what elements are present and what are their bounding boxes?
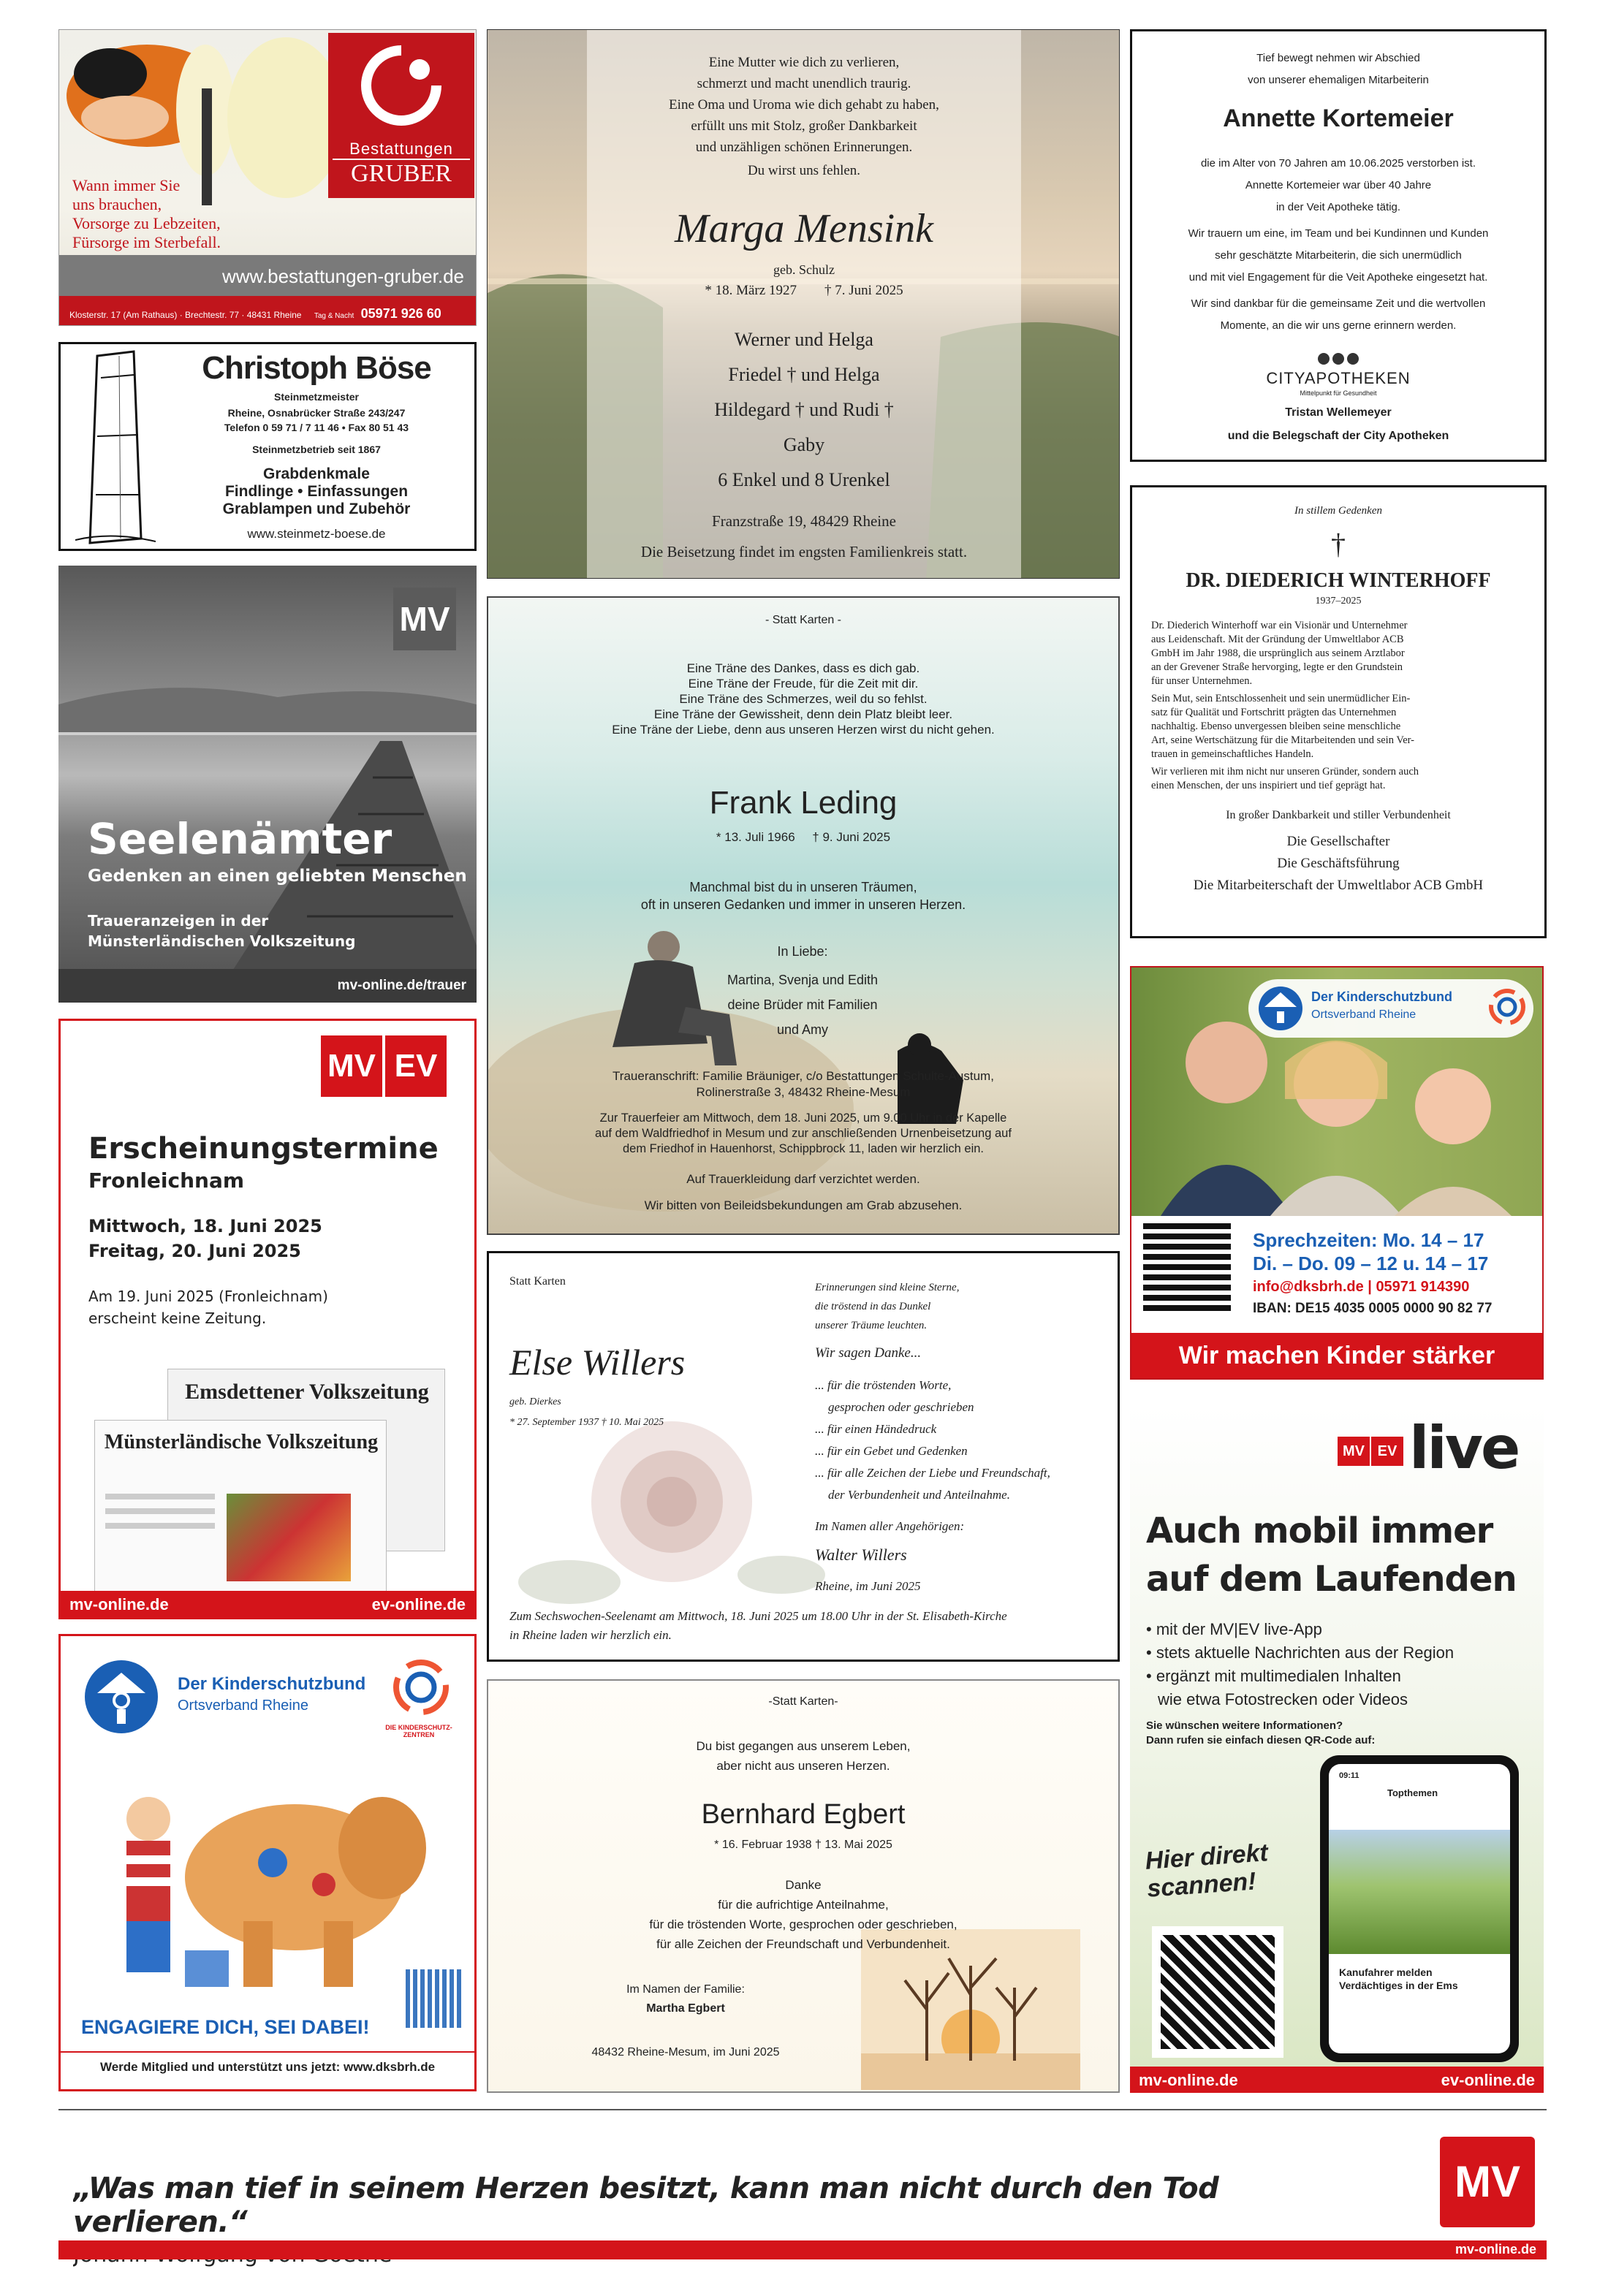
mv-logo: MV — [1338, 1437, 1370, 1466]
winter-intro: In stillem Gedenken — [1294, 505, 1382, 517]
kinder-footer: Werde Mitglied und unterstützt uns jetzt: www.dksbrh.de — [99, 2060, 436, 2074]
winter-sign — [1132, 831, 1544, 897]
cross-icon: † — [1331, 528, 1346, 560]
text-line: in der Veit Apotheke tätig. — [1275, 201, 1401, 213]
ersch-footer — [61, 1591, 474, 1617]
service-item: Grablampen und Zubehör — [222, 501, 411, 517]
willers-on-behalf: Im Namen aller Angehörigen: — [815, 1519, 965, 1533]
org-name: Der Kinderschutzbund — [1311, 989, 1453, 1004]
gruber-brand-top: Bestattungen — [349, 140, 453, 158]
mv-logo: MV — [393, 588, 456, 650]
egbert-poem — [488, 1736, 1118, 1776]
mv-ev-live-ad — [1130, 1404, 1544, 2093]
winter-years: 1937–2025 — [1315, 596, 1362, 607]
org-name: Der Kinderschutzbund — [178, 1674, 366, 1694]
boese-since: Steinmetzbetrieb seit 1867 — [252, 444, 381, 455]
leding-address — [488, 1068, 1118, 1101]
poem-line: Eine Träne des Dankes, dass es dich gab. — [686, 661, 920, 675]
text-line: trauen in gemeinschaftliches Handeln. — [1151, 748, 1314, 760]
service-line: in Rheine laden wir herzlich ein. — [509, 1628, 672, 1642]
contact-panel — [1131, 1216, 1542, 1333]
mv-url[interactable]: mv-online.de — [69, 1595, 169, 1613]
leding-family — [642, 968, 963, 1042]
address-line: Traueranschrift: Familie Bräuniger, c/o Bestattungen Schulte-Austum, — [613, 1069, 994, 1083]
egbert-place: 48432 Rheine-Mesum, im Juni 2025 — [591, 2046, 780, 2059]
tagline-line: Wann immer Sie — [72, 176, 181, 194]
hours-line: Di. – Do. 09 – 12 u. 14 – 17 — [1253, 1252, 1489, 1274]
text-line: Wir sind dankbar für die gemeinsame Zeit und die wertvollen — [1191, 297, 1486, 310]
leding-name: Frank Leding — [709, 785, 898, 821]
tagline-line: Fürsorge im Sterbefall. — [72, 233, 221, 251]
live-bullets: • mit der MV|EV live-App • stets aktuelle Nachrichten aus der Region • ergänzt mit multimedialen Inhalten wie etwa Fotostrecken oder Videos — [1146, 1618, 1454, 1711]
cityapotheken-logo: CITYAPOTHEKEN — [1266, 369, 1411, 387]
footer-red-bar — [58, 2240, 1547, 2259]
iban-line: IBAN: DE15 4035 0005 0000 90 82 77 — [1253, 1301, 1493, 1316]
bullet-line: wie etwa Fotostrecken oder Videos — [1158, 1690, 1408, 1708]
willers-thanks: Wir sagen Danke... — [815, 1345, 922, 1361]
live-question — [1146, 1719, 1375, 1748]
text-line: Art, seine Wertschätzung für die Mitarbeitenden und sein Ver- — [1151, 734, 1414, 746]
family-line: Werner und Helga — [735, 329, 873, 350]
kinderschutzzentren-icon — [1487, 987, 1528, 1027]
text-line: nachhaltig. Ebenso unvergessen bleiben seine menschliche — [1151, 721, 1401, 732]
text-line: GmbH im Jahr 1988, die ursprünglich aus seinem Arztlabor — [1151, 647, 1405, 659]
service-line: Zur Trauerfeier am Mittwoch, dem 18. Juni 2025, um 9.00 Uhr in der Kapelle — [599, 1111, 1007, 1125]
ersch-subtitle: Fronleichnam — [88, 1168, 245, 1193]
family-line: und Amy — [776, 1022, 829, 1037]
text-line: Wir trauern um eine, im Team und bei Kundinnen und Kunden — [1188, 227, 1489, 240]
text-line: und mit viel Engagement für die Veit Apotheke eingesetzt hat. — [1188, 271, 1488, 284]
headline-line: Auch mobil immer — [1146, 1510, 1493, 1551]
sign-line: Die Mitarbeiterschaft der Umweltlabor ACB GmbH — [1193, 878, 1484, 893]
text-line: Sein Mut, sein Entschlossenheit und sein unermüdlicher Ein- — [1151, 693, 1411, 704]
gruber-brand-name: GRUBER — [333, 159, 470, 188]
seelen-text-line: Münsterländischen Volkszeitung — [88, 932, 356, 950]
leding-poem — [488, 661, 1118, 737]
family-line: Gaby — [783, 434, 825, 455]
center-name: DIE KINDERSCHUTZ-ZENTREN — [385, 1724, 452, 1738]
boese-url[interactable]: www.steinmetz-boese.de — [247, 527, 386, 541]
boese-services — [163, 465, 470, 518]
scan-line: scannen! — [1146, 1867, 1257, 1903]
dream-line: oft in unseren Gedanken und immer in unseren Herzen. — [640, 897, 966, 912]
gruber-address — [59, 296, 476, 326]
winter-thanks: In großer Dankbarkeit und stiller Verbundenheit — [1226, 809, 1451, 821]
mensink-text-panel — [587, 30, 1021, 579]
org-branch: Ortsverband Rheine — [178, 1698, 308, 1714]
item-line: ... für ein Gebet und Gedenken — [815, 1444, 968, 1458]
seelen-subtitle: Gedenken an einen geliebten Menschen — [88, 867, 467, 886]
poem-line: Du bist gegangen aus unserem Leben, — [696, 1739, 911, 1753]
service-item: Grabdenkmale — [263, 465, 370, 482]
sign-line: Die Geschäftsführung — [1277, 856, 1400, 871]
family-line: Martina, Svenja und Edith — [727, 973, 879, 987]
item-line: der Verbundenheit und Anteilnahme. — [828, 1488, 1010, 1502]
scan-line: Hier direkt — [1144, 1839, 1269, 1875]
kinder-slogan: Wir machen Kinder stärker — [1131, 1333, 1542, 1378]
leding-request: Wir bitten von Beileidsbekundungen am Grab abzusehen. — [644, 1198, 963, 1212]
seelen-title: Seelenämter — [88, 814, 392, 864]
phone-tab: Topthemen — [1387, 1787, 1438, 1798]
gruber-tagline — [72, 176, 292, 252]
date-line: Mittwoch, 18. Juni 2025 — [88, 1216, 322, 1236]
willers-name: Else Willers — [509, 1342, 686, 1383]
gruber-mark-icon — [357, 42, 445, 129]
poem-line: aber nicht aus unseren Herzen. — [716, 1759, 890, 1773]
contact-line[interactable]: info@dksbrh.de | 05971 914390 — [1253, 1279, 1470, 1295]
poem-line: Eine Träne der Freude, für die Zeit mit dir. — [688, 677, 919, 691]
live-footer — [1130, 2067, 1544, 2093]
bullet-line: mit der MV|EV live-App — [1156, 1620, 1322, 1638]
ersch-dates — [88, 1214, 322, 1263]
sign-line: und die Belegschaft der City Apotheken — [1227, 430, 1449, 442]
leding-head: - Statt Karten - — [765, 614, 842, 626]
item-line: ... für alle Zeichen der Liebe und Freundschaft, — [815, 1466, 1050, 1480]
poem-line: Erinnerungen sind kleine Sterne, — [815, 1282, 960, 1293]
note-line: erscheint keine Zeitung. — [88, 1309, 267, 1327]
question-line: Sie wünschen weitere Informationen? — [1146, 1719, 1343, 1732]
address-line: Rolinerstraße 3, 48432 Rheine-Mesum — [696, 1085, 911, 1099]
text-line: Wir verlieren mit ihm nicht nur unseren Gründer, sondern auch — [1151, 766, 1419, 778]
stone-column-image — [75, 349, 156, 546]
family-photo — [1131, 968, 1542, 1216]
phone-photo — [1329, 1830, 1510, 1954]
willers-items — [815, 1375, 1050, 1506]
egbert-name: Bernhard Egbert — [701, 1799, 906, 1830]
erscheinungstermine-ad — [58, 1019, 477, 1619]
leding-love: In Liebe: — [777, 944, 828, 959]
family-line: deine Brüder mit Familien — [727, 997, 878, 1012]
egbert-thanks — [488, 1875, 1118, 1954]
poem-line: Eine Mutter wie dich zu verlieren, — [708, 55, 900, 70]
willers-dates: * 27. September 1937 † 10. Mai 2025 — [509, 1417, 664, 1428]
live-scan-hint — [1145, 1839, 1271, 1903]
family-line: Hildegard † und Rudi † — [714, 399, 894, 420]
korte-intro — [1132, 47, 1544, 91]
poem-line: die tröstend in das Dunkel — [815, 1301, 931, 1312]
boese-title: Steinmetzmeister — [274, 391, 359, 403]
mv-logo: MV — [321, 1035, 382, 1097]
phone-headline — [1339, 1966, 1458, 1992]
poem-line: Eine Oma und Uroma wie dich gehabt zu haben, — [669, 97, 939, 113]
mv-footer-logo — [1440, 2137, 1535, 2227]
obituary-willers — [487, 1251, 1120, 1662]
mv-url[interactable]: mv-online.de — [1139, 2071, 1238, 2089]
obituary-kortemeier — [1130, 29, 1547, 462]
mensink-poem — [587, 52, 1021, 158]
seelen-url[interactable]: mv-online.de/trauer — [58, 969, 477, 1003]
winter-p1 — [1151, 619, 1525, 688]
text-line: an der Grevener Straße hervorging, legte er den Grundstein — [1151, 661, 1403, 673]
thanks-line: für die tröstenden Worte, gesprochen oder geschrieben, — [649, 1917, 957, 1931]
poem-line: Eine Träne der Liebe, denn aus unseren Herzen wirst du nicht gehen. — [612, 723, 995, 737]
gruber-url[interactable]: www.bestattungen-gruber.de — [59, 255, 476, 296]
mensink-address: Franzstraße 19, 48429 Rheine — [712, 512, 896, 530]
poem-line: und unzähligen schönen Erinnerungen. — [695, 140, 913, 155]
boese-address: Rheine, Osnabrücker Straße 243/247 — [227, 407, 406, 419]
elephant-painting-illustration — [105, 1775, 426, 1994]
ersch-title: Erscheinungstermine — [88, 1132, 439, 1166]
date-line: Freitag, 20. Juni 2025 — [88, 1241, 301, 1261]
newspaper-mv — [94, 1420, 387, 1595]
ersch-note — [88, 1285, 328, 1329]
goethe-quote: „Was man tief in seinem Herzen besitzt, kann man nicht durch den Tod verlieren.“ — [73, 2172, 1219, 2239]
thanks-line: für alle Zeichen der Freundschaft und Verbundenheit. — [656, 1937, 950, 1951]
kinderschutz-logo-pill — [1248, 979, 1533, 1038]
sign-line: Die Gesellschafter — [1286, 834, 1390, 849]
willers-head: Statt Karten — [509, 1275, 566, 1288]
text-line: Dr. Diederich Winterhoff war ein Visionär und Unternehmer — [1151, 620, 1408, 631]
item-line: ... für einen Händedruck — [815, 1422, 937, 1436]
winter-p3 — [1151, 765, 1525, 793]
paper-title-ev: Emsdettener Volkszeitung — [185, 1380, 429, 1404]
smartphone-image — [1320, 1755, 1519, 2062]
poem-line: Eine Träne des Schmerzes, weil du so fehlst. — [679, 692, 928, 706]
thanks-line: für die aufrichtige Anteilnahme, — [718, 1898, 889, 1912]
mv-logo-text: MV — [1455, 2157, 1520, 2206]
gruber-ad — [58, 29, 477, 326]
service-line: Zum Sechswochen-Seelenamt am Mittwoch, 18. Juni 2025 um 18.00 Uhr in der St. Elisabeth-Kirche — [509, 1609, 1007, 1623]
tagline-line: Vorsorge zu Lebzeiten, — [72, 214, 221, 232]
kinder-slogan: ENGAGIERE DICH, SEI DABEI! — [81, 2016, 370, 2038]
service-item: Findlinge • Einfassungen — [224, 483, 409, 500]
poem-line: unserer Träume leuchten. — [815, 1320, 928, 1331]
headline-line: auf dem Laufenden — [1146, 1559, 1517, 1600]
willers-service — [509, 1607, 1007, 1645]
phone-time: 09:11 — [1339, 1771, 1359, 1780]
kinderschutzbund-logo-icon — [1256, 984, 1305, 1033]
winter-p2 — [1151, 692, 1525, 761]
korte-text3 — [1132, 293, 1544, 337]
boese-ad — [58, 342, 477, 551]
question-line: Dann rufen sie einfach diesen QR-Code auf: — [1146, 1734, 1376, 1746]
hours-line: Sprechzeiten: Mo. 14 – 17 — [1253, 1229, 1484, 1251]
service-line: dem Friedhof in Hauenhorst, Schippbrock 11, laden wir herzlich ein. — [622, 1142, 985, 1155]
text-line: satz für Qualität und Fortschritt prägten das Unternehmen — [1151, 707, 1397, 718]
tagline-line: uns brauchen, — [72, 195, 162, 213]
text-line: die im Alter von 70 Jahren am 10.06.2025 verstorben ist. — [1200, 157, 1476, 170]
paper-title-mv: Münsterländische Volkszeitung — [104, 1431, 379, 1453]
obituary-egbert — [487, 1679, 1120, 2093]
korte-name: Annette Kortemeier — [1223, 104, 1454, 132]
seelen-text — [88, 911, 355, 951]
live-headline — [1146, 1507, 1517, 1603]
live-word: live — [1409, 1414, 1519, 1482]
cityapotheken-sub: Mittelpunkt für Gesundheit — [1300, 389, 1377, 397]
willers-signer: Walter Willers — [815, 1546, 907, 1564]
willers-born-name: geb. Dierkes — [509, 1396, 561, 1407]
footer-url[interactable]: mv-online.de — [1455, 2242, 1536, 2257]
family-line: Friedel † und Helga — [728, 364, 880, 385]
intro-line: Tief bewegt nehmen wir Abschied — [1256, 52, 1420, 64]
text-line: aus Leidenschaft. Mit der Gründung der Umweltlabor ACB — [1151, 634, 1404, 645]
kinderschutzbund-ad-right — [1130, 966, 1544, 1380]
text-line: Momente, an die wir uns gerne erinnern werden. — [1220, 319, 1457, 332]
phone-headline-line: Kanufahrer melden — [1339, 1966, 1433, 1978]
poem-line: erfüllt uns mit Stolz, großer Dankbarkeit — [691, 118, 917, 134]
kinderschutzbund-ad-left — [58, 1634, 477, 2091]
item-line: ... für die tröstenden Worte, — [815, 1378, 952, 1392]
footer-divider — [58, 2109, 1547, 2110]
korte-text1 — [1132, 153, 1544, 218]
egbert-signer: Martha Egbert — [646, 2002, 725, 2015]
qr-code[interactable] — [406, 1969, 464, 2028]
text-line: für unser Unternehmen. — [1151, 675, 1253, 687]
org-branch: Ortsverband Rheine — [1311, 1008, 1417, 1021]
dream-line: Manchmal bist du in unseren Träumen, — [689, 880, 917, 894]
leding-dress: Auf Trauerkleidung darf verzichtet werden. — [686, 1172, 920, 1186]
thanks-line: Danke — [785, 1878, 822, 1892]
apple-photo — [227, 1494, 351, 1581]
service-line: auf dem Waldfriedhof in Mesum und zur anschließenden Urnenbeisetzung auf — [595, 1127, 1012, 1140]
seelen-text-line: Traueranzeigen in der — [88, 912, 269, 930]
bullet-line: ergänzt mit multimedialen Inhalten — [1156, 1667, 1401, 1685]
ev-logo: EV — [385, 1035, 447, 1097]
mensink-dates: * 18. März 1927 † 7. Juni 2025 — [705, 283, 903, 298]
note-line: Am 19. Juni 2025 (Fronleichnam) — [88, 1288, 328, 1305]
leding-dates: * 13. Juli 1966 † 9. Juni 2025 — [716, 830, 891, 844]
sign-line: Tristan Wellemeyer — [1285, 406, 1392, 419]
boese-phone: Telefon 0 59 71 / 7 11 46 • Fax 80 51 43 — [224, 422, 409, 433]
mensink-name: Marga Mensink — [674, 206, 934, 251]
leding-service — [488, 1111, 1118, 1157]
ev-logo: EV — [1371, 1437, 1403, 1466]
ev-url[interactable]: ev-online.de — [371, 1595, 466, 1613]
cityapotheken-dots-icon — [1302, 351, 1375, 366]
gruber-phone: 05971 926 60 — [360, 306, 441, 321]
gruber-logo — [328, 33, 474, 198]
mensink-note: Die Beisetzung findet im engsten Familienkreis statt. — [640, 543, 968, 560]
family-line: 6 Enkel und 8 Urenkel — [718, 469, 890, 490]
ev-url[interactable]: ev-online.de — [1441, 2071, 1535, 2089]
text-line: sehr geschätzte Mitarbeiterin, die sich unermüdlich — [1215, 249, 1462, 262]
mensink-born-name: geb. Schulz — [773, 262, 835, 277]
leding-dream — [488, 878, 1118, 913]
text-line: einen Menschen, der uns inspiriert und tief geprägt hat. — [1151, 780, 1386, 791]
obituary-winterhoff — [1130, 485, 1547, 938]
gruber-address-text: Klosterstr. 17 (Am Rathaus) · Brechtestr. 77 · 48431 Rheine — [69, 310, 302, 320]
intro-line: von unserer ehemaligen Mitarbeiterin — [1248, 74, 1429, 86]
egbert-on-behalf: Im Namen der Familie: — [626, 1983, 745, 1996]
obituary-mensink — [487, 29, 1120, 579]
egbert-head: -Statt Karten- — [768, 1695, 838, 1708]
mensink-miss: Du wirst uns fehlen. — [747, 163, 861, 178]
text-line: Annette Kortemeier war über 40 Jahre — [1245, 179, 1432, 191]
obituary-leding — [487, 596, 1120, 1235]
poem-line: Eine Träne der Gewissheit, denn dein Platz bleibt leer. — [653, 707, 953, 721]
poem-line: schmerzt und macht unendlich traurig. — [697, 76, 911, 91]
egbert-dates: * 16. Februar 1938 † 13. Mai 2025 — [714, 1839, 892, 1851]
winter-name: DR. DIEDERICH WINTERHOFF — [1186, 569, 1491, 592]
mensink-family — [587, 322, 1021, 498]
boese-name: Christoph Böse — [202, 350, 431, 386]
qr-code[interactable] — [1152, 1926, 1283, 2058]
qr-code[interactable] — [1143, 1223, 1231, 1311]
seelenaemter-ad — [58, 566, 477, 1003]
phone-headline-line: Verdächtiges in der Ems — [1339, 1980, 1458, 1991]
korte-sign — [1132, 401, 1544, 448]
willers-poem — [815, 1278, 959, 1335]
gruber-phone-label: Tag & Nacht — [314, 312, 354, 320]
kinderschutzzentren-icon — [388, 1658, 454, 1724]
kinderschutzbund-logo-icon — [81, 1657, 162, 1737]
willers-place: Rheine, im Juni 2025 — [815, 1579, 921, 1593]
bullet-line: stets aktuelle Nachrichten aus der Region — [1156, 1643, 1455, 1662]
item-line: gesprochen oder geschrieben — [828, 1400, 974, 1414]
korte-text2 — [1132, 223, 1544, 289]
